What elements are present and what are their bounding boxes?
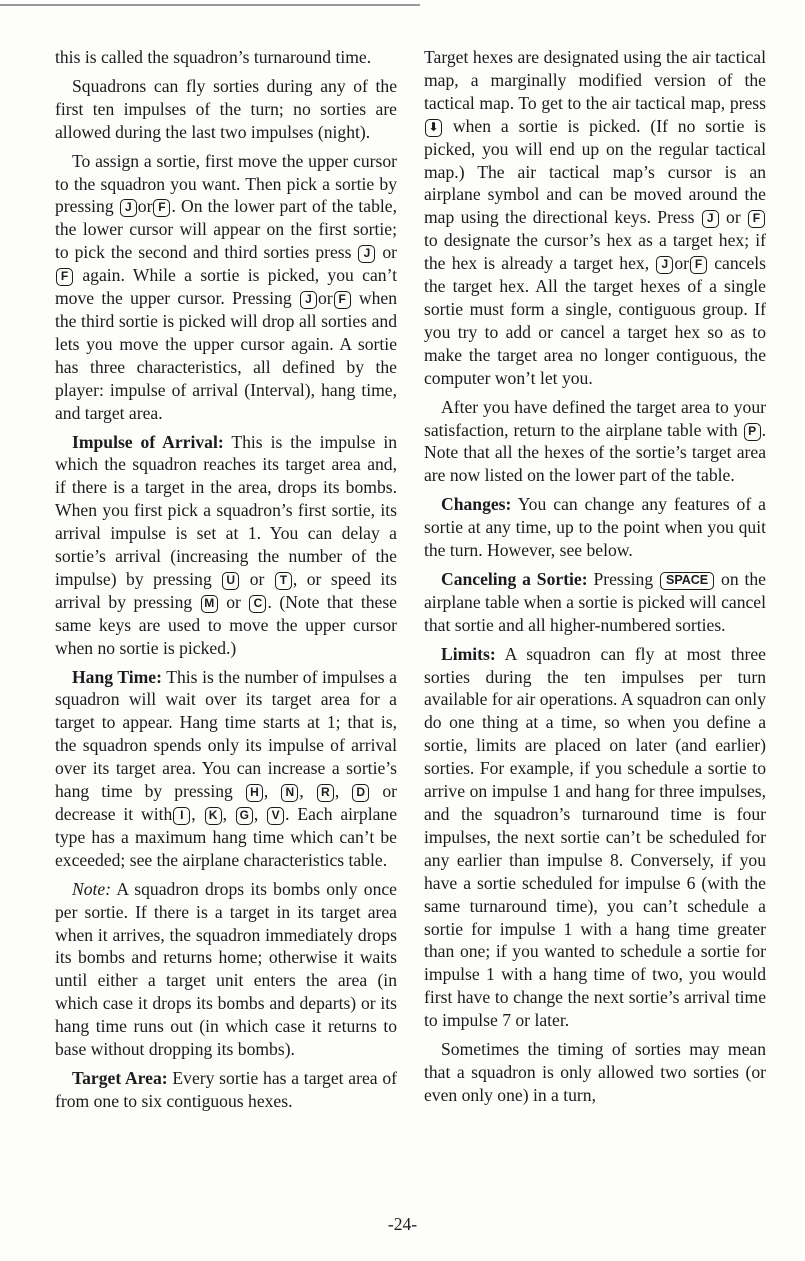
key-k: K: [205, 807, 222, 825]
text: This is the number of impulses a squadron will wait over its target area for a target to appear. Hang time starts at 1; that is, the squadron spends only its impulse of arrival over its target area. You can increase a sortie’s hang time by pressing: [55, 666, 397, 802]
key-f: F: [56, 268, 73, 286]
text: ,: [253, 804, 259, 824]
key-n: N: [281, 784, 298, 802]
heading-canceling-sortie: Canceling a Sortie:: [441, 568, 588, 589]
key-f: F: [153, 199, 170, 217]
text: or: [726, 207, 741, 228]
top-rule: [0, 4, 420, 6]
text: cancels the target hex. All the target hexes of a single sortie must form a single, contiguous group. If you try to add or cancel a target hex so as to make the target area no longer contiguous, the computer won’t let you.: [424, 253, 766, 388]
text: . (Note that these same keys are used to move the upper cursor when no sortie is picked.): [55, 591, 397, 658]
text: A squadron drops its bombs only once per sortie. If there is a target in its target area when it arrives, the squadron immediately drops its bombs and returns home; otherwise it waits until either a target unit enters the area (in which case it drops its bombs and departs) or its hang time runs out (in which case it returns to base without dropping its bombs).: [55, 878, 397, 1060]
key-r: R: [317, 784, 334, 802]
page-number: -24-: [387, 1214, 418, 1234]
heading-limits: Limits:: [441, 643, 496, 664]
key-t: T: [275, 572, 292, 590]
key-c: C: [249, 595, 266, 613]
heading-hang-time: Hang Time:: [72, 666, 162, 687]
key-j: J: [120, 199, 137, 217]
key-space: SPACE: [660, 572, 714, 590]
heading-impulse-of-arrival: Impulse of Arrival:: [72, 431, 224, 452]
text: . On the lower part of the table, the lower cursor will appear on the first sortie; to pick the second and third sorties press: [55, 196, 397, 263]
heading-target-area: Target Area:: [72, 1067, 168, 1088]
heading-changes: Changes:: [441, 494, 512, 515]
text: when a sortie is picked. (If no sortie is picked, you will end up on the regular tactical map.) The air tactical map’s cursor is an airplane symbol and can be moved around the map using the directional keys. Press: [424, 115, 766, 228]
text: Pressing: [593, 568, 654, 589]
key-d: D: [352, 784, 369, 802]
paragraph-limits: [424, 643, 766, 1032]
text: to designate the cursor’s hex as a target hex; if the hex is already a target hex,: [424, 230, 766, 274]
text: or decrease it with: [55, 781, 397, 824]
text: Every sortie has a target area of from one to six contiguous hexes.: [55, 1067, 397, 1111]
key-v: V: [267, 807, 284, 825]
text: or: [137, 196, 153, 217]
text: or: [249, 568, 265, 589]
text: ,: [222, 804, 227, 824]
text: , or speed its arrival by pressing: [55, 568, 398, 612]
text: ,: [263, 781, 269, 802]
text: A squadron can fly at most three sorties during the ten impulses per turn available for air operations. A squadron can only do one thing at a time, so when you define a sortie, limits are placed on later (and earlier) sorties. For example, if you schedule a sortie to arrive on impulse 1 and hang for three impulses, and the squadron’s turnaround time is four impulses, the next sortie can’t be scheduled for any earlier than impulse 8. Conversely, if you have a sortie scheduled for impulse 6 (with the same turnaround time), you can’t schedule a sortie for impulse 1 with a hang time greater than one; if you wanted to schedule a sortie for impulse 1 with a hang time of two, you would first have to change the next sortie’s arrival time to impulse 7 or later.: [424, 643, 766, 1031]
right-column: [424, 46, 766, 1107]
text: ,: [191, 804, 196, 824]
text: on the airplane table when a sortie is picked will cancel that sortie and all higher-numbered sorties.: [424, 568, 766, 635]
paragraph-sortie-impulses: Squadrons can fly sorties during any of the first ten impulses of the turn; no sorties are allowed during the last two impulses (night).: [55, 75, 397, 142]
key-h: H: [246, 784, 263, 802]
key-j: J: [358, 245, 375, 263]
text: again. While a sortie is picked, you can’t move the upper cursor. Pressing: [55, 265, 397, 309]
key-f: F: [748, 210, 765, 228]
paragraph-sortie-timing: Sometimes the timing of sorties may mean that a squadron is only allowed two sorties (or even only one) in a turn,: [424, 1039, 766, 1105]
paragraph-turnaround: this is called the squadron’s turnaround time.: [55, 47, 372, 67]
text: You can change any features of a sortie at any time, up to the point when you quit the turn. However, see below.: [424, 494, 766, 561]
text: After you have defined the target area to your satisfaction, return to the airplane table with: [424, 396, 766, 440]
text: or: [382, 242, 397, 263]
key-p: P: [744, 423, 761, 441]
paragraph-target-hexes: [424, 46, 766, 390]
paragraph-assign-sortie: [55, 150, 397, 425]
key-j: J: [300, 291, 317, 309]
key-u: U: [222, 572, 239, 590]
paragraph-hang-time: [55, 666, 397, 872]
paragraph-canceling-sortie: [424, 568, 766, 637]
text: To assign a sortie, first move the upper cursor to the squadron you want. Then pick a sortie by pressing: [55, 150, 397, 217]
paragraph-target-area: [55, 1067, 397, 1113]
text: or: [317, 288, 333, 309]
text: . Each airplane type has a maximum hang time which can’t be exceeded; see the airplane characteristics table.: [55, 804, 398, 870]
left-column: [55, 46, 397, 1113]
paragraph-return-to-table: [424, 396, 766, 488]
text: . Note that all the hexes of the sortie’s target area are now listed on the lower part of the table.: [424, 419, 766, 486]
key-m: M: [201, 595, 218, 613]
paragraph-impulse-of-arrival: [55, 431, 397, 660]
key-i: I: [173, 807, 190, 825]
text: when the third sortie is picked will drop all sorties and lets you move the upper cursor again. A sortie has three characteristics, all defined by the player: impulse of arrival (Interval), hang time, and target area.: [55, 288, 397, 423]
key-j: J: [656, 256, 673, 274]
key-down-arrow: ⬇: [425, 119, 442, 137]
text: Target hexes are designated using the air tactical map, a marginally modified version of the tactical map. To get to the air tactical map, press: [424, 47, 766, 113]
heading-note: Note:: [72, 878, 112, 899]
text: or: [226, 591, 241, 612]
text: or: [674, 253, 689, 274]
text: ,: [334, 781, 340, 802]
paragraph-changes: [424, 493, 766, 562]
key-f: F: [334, 291, 351, 309]
key-j: J: [702, 210, 719, 228]
text: This is the impulse in which the squadron reaches its target area and, if there is a target in the area, drops its bombs. When you first pick a squadron’s first sortie, its arrival impulse is set at 1. You can delay a sortie’s arrival (increasing the number of the impulse) by pressing: [55, 431, 397, 589]
key-g: G: [236, 807, 253, 825]
key-f: F: [690, 256, 707, 274]
text: ,: [299, 781, 304, 802]
paragraph-note: [55, 878, 397, 1061]
